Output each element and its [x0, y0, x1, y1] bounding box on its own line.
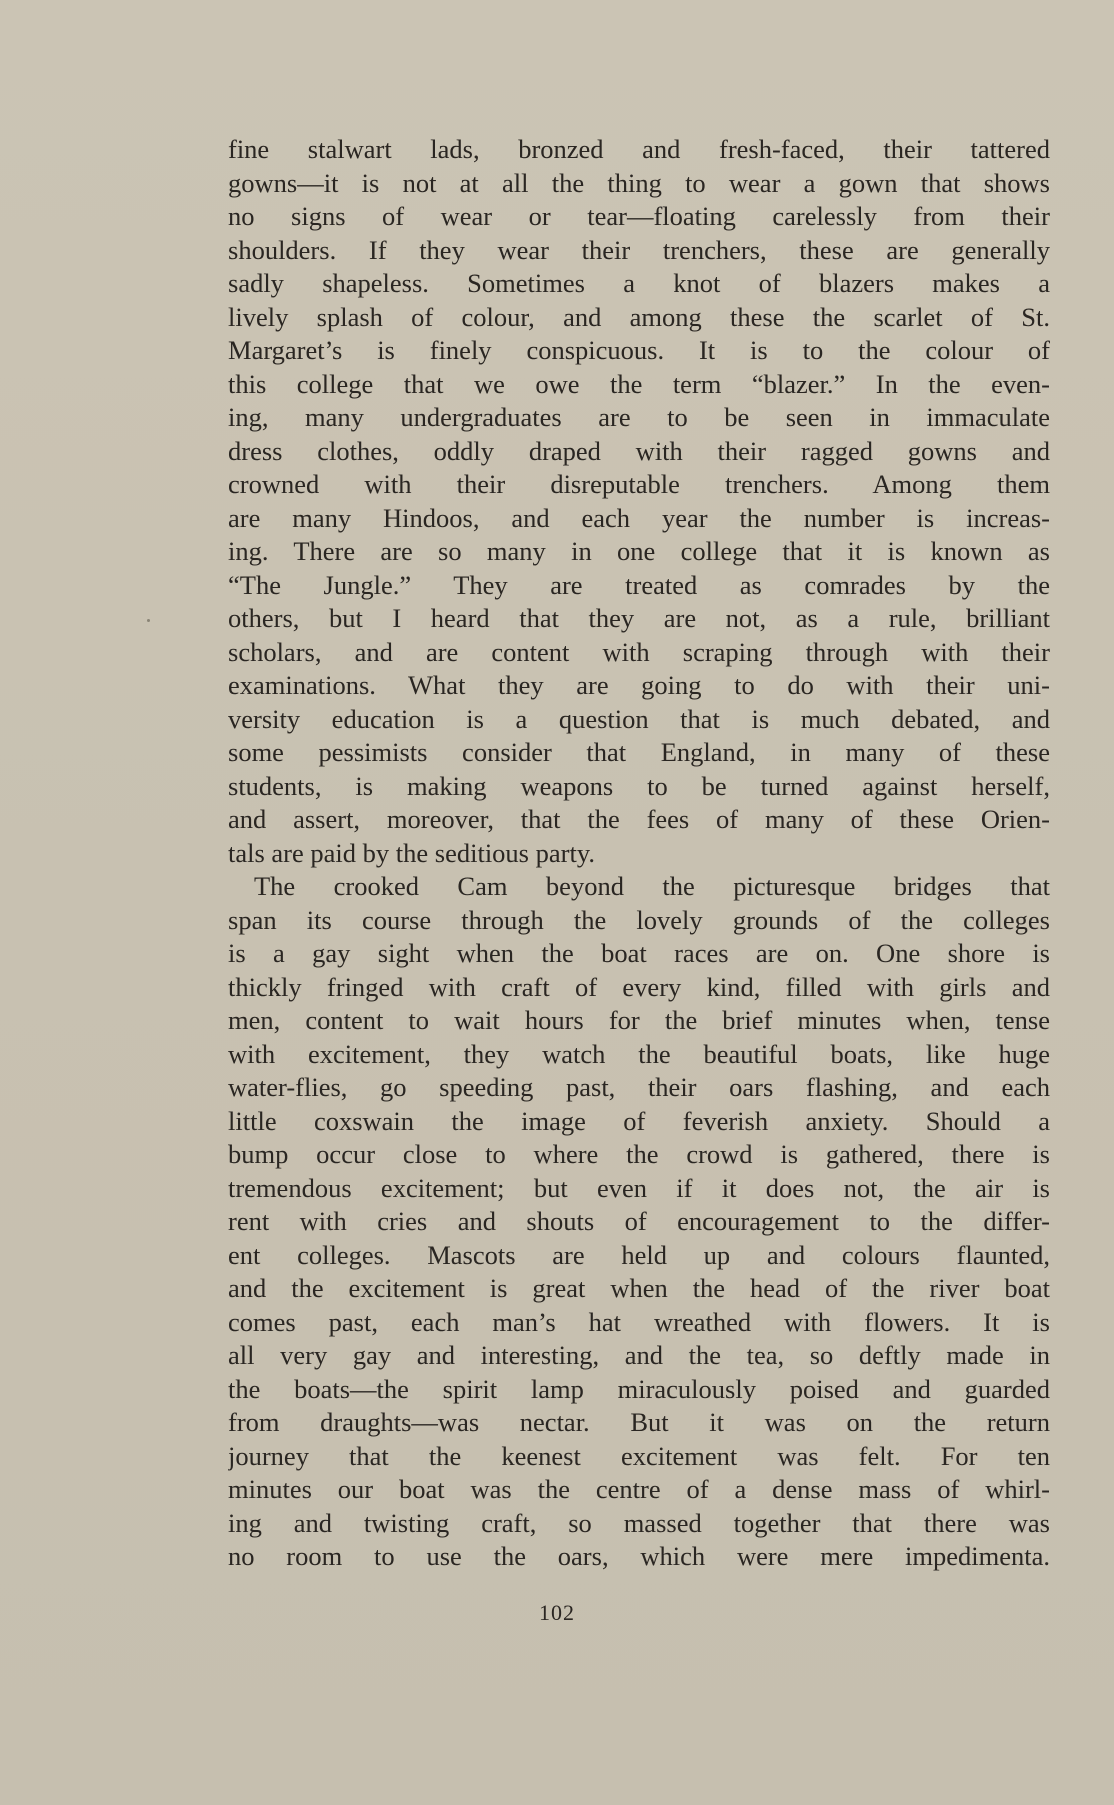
text-line: with excitement, they watch the beautiful boats, like huge [228, 1038, 1050, 1069]
text-line: water-flies, go speeding past, their oars flashing, and each [228, 1072, 1050, 1102]
text-line: versity education is a question that is much debated, and [228, 703, 1050, 734]
text-line: comes past, each man’s hat wreathed with flowers. It is [228, 1306, 1050, 1337]
text-line: the boats—the spirit lamp miraculously poised and guarded [228, 1373, 1050, 1404]
text-line: students, is making weapons to be turned against herself, [228, 770, 1050, 801]
text-line: little coxswain the image of feverish anxiety. Should a [228, 1105, 1050, 1136]
paragraph-2 [228, 870, 1050, 1574]
text-line: are many Hindoos, and each year the number is increas- [228, 502, 1050, 533]
text-line: ent colleges. Mascots are held up and colours flaunted, [228, 1239, 1050, 1270]
text-line: bump occur close to where the crowd is gathered, there is [228, 1139, 1050, 1169]
text-line: lively splash of colour, and among these the scarlet of St. [228, 301, 1050, 332]
paragraph-1 [228, 133, 1050, 870]
text-line: thickly fringed with craft of every kind, filled with girls and [228, 971, 1050, 1002]
text-line: The crooked Cam beyond the picturesque bridges that [254, 871, 1050, 901]
text-line: no room to use the oars, which were mere impedimenta. [228, 1541, 1050, 1571]
text-line: examinations. What they are going to do with their uni- [228, 670, 1050, 700]
text-line: sadly shapeless. Sometimes a knot of blazers makes a [228, 268, 1050, 298]
text-line: fine stalwart lads, bronzed and fresh-faced, their tattered [228, 134, 1050, 164]
text-line: others, but I heard that they are not, as a rule, brilliant [228, 603, 1050, 633]
text-line: all very gay and interesting, and the tea, so deftly made in [228, 1340, 1050, 1370]
text-line: dress clothes, oddly draped with their ragged gowns and [228, 435, 1050, 466]
text-line: tremendous excitement; but even if it does not, the air is [228, 1172, 1050, 1203]
text-line: journey that the keenest excitement was felt. For ten [228, 1440, 1050, 1471]
text-line: from draughts—was nectar. But it was on the return [228, 1407, 1050, 1437]
body-text [228, 133, 1050, 1574]
text-line: men, content to wait hours for the brief minutes when, tense [228, 1005, 1050, 1035]
paper-speck [147, 619, 150, 622]
text-line: some pessimists consider that England, in many of these [228, 737, 1050, 767]
text-line: shoulders. If they wear their trenchers, these are generally [228, 234, 1050, 265]
text-line: no signs of wear or tear—floating carelessly from their [228, 201, 1050, 231]
text-line: crowned with their disreputable trenchers. Among them [228, 469, 1050, 499]
text-line: scholars, and are content with scraping through with their [228, 636, 1050, 667]
text-line: is a gay sight when the boat races are on. One shore is [228, 938, 1050, 968]
page-number: 102 [539, 1600, 575, 1625]
text-line: rent with cries and shouts of encouragement to the differ- [228, 1206, 1050, 1236]
text-line: and the excitement is great when the head of the river boat [228, 1273, 1050, 1303]
text-line: “The Jungle.” They are treated as comrades by the [228, 569, 1050, 600]
text-line: Margaret’s is finely conspicuous. It is to the colour of [228, 335, 1050, 365]
text-line: ing and twisting craft, so massed together that there was [228, 1507, 1050, 1538]
text-line: ing. There are so many in one college that it is known as [228, 536, 1050, 566]
text-line: this college that we owe the term “blazer.” In the even- [228, 368, 1050, 399]
text-line: and assert, moreover, that the fees of many of these Orien- [228, 804, 1050, 834]
text-line: span its course through the lovely grounds of the colleges [228, 904, 1050, 935]
text-line: minutes our boat was the centre of a dense mass of whirl- [228, 1474, 1050, 1504]
text-line: ing, many undergraduates are to be seen in immaculate [228, 402, 1050, 432]
text-line: gowns—it is not at all the thing to wear a gown that shows [228, 167, 1050, 198]
text-line: tals are paid by the seditious party. [228, 837, 595, 868]
